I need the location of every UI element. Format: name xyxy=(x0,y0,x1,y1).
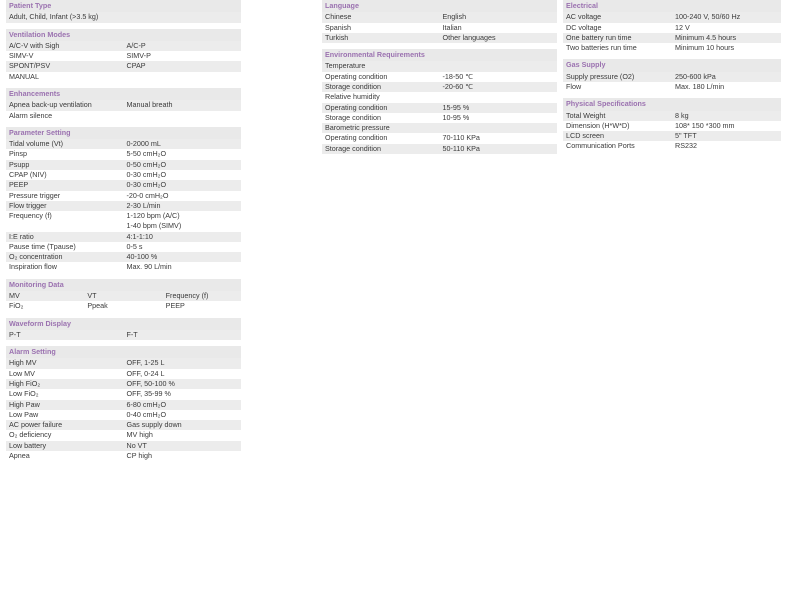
row-label: PEEP xyxy=(6,180,124,190)
table-row xyxy=(6,389,241,399)
row-value: 0-50 cmH₂O xyxy=(124,160,242,170)
row-label: Alarm silence xyxy=(6,111,124,121)
table-row xyxy=(6,149,241,159)
section-header-row xyxy=(6,88,241,100)
table-row xyxy=(6,201,241,211)
row-label: I:E ratio xyxy=(6,232,124,242)
table-row xyxy=(6,379,241,389)
row-value: 1-40 bpm (SIMV) xyxy=(124,221,242,231)
table-row xyxy=(6,301,241,311)
row-value: 0-2000 mL xyxy=(124,139,242,149)
spec-block-patient-type xyxy=(6,0,241,23)
row-value: Gas supply down xyxy=(124,420,242,430)
table-row xyxy=(322,144,557,154)
row-label: CPAP (NIV) xyxy=(6,170,124,180)
table-row xyxy=(6,139,241,149)
row-label: Storage condition xyxy=(322,113,440,123)
row-value: 100-240 V, 50/60 Hz xyxy=(672,12,781,22)
row-label: Frequency (f) xyxy=(6,211,124,221)
spec-block-enhancements xyxy=(6,88,241,121)
table-row xyxy=(563,121,781,131)
row-value: Max. 180 L/min xyxy=(672,82,781,92)
row-value: 0-5 s xyxy=(124,242,242,252)
table-row xyxy=(6,51,241,61)
table-row xyxy=(6,400,241,410)
row-value: 50-110 KPa xyxy=(440,144,558,154)
row-label: FiO₂ xyxy=(6,301,84,311)
table-row xyxy=(6,441,241,451)
row-label: AC voltage xyxy=(563,12,672,22)
spec-block-gas-supply xyxy=(563,59,781,92)
row-value: 12 V xyxy=(672,23,781,33)
table-row xyxy=(322,82,557,92)
section-title: Physical Specifications xyxy=(563,98,781,110)
row-label: Temperature xyxy=(322,61,440,71)
table-row xyxy=(6,221,241,231)
row-label: Adult, Child, Infant (>3.5 kg) xyxy=(6,12,241,22)
row-value: 70-110 KPa xyxy=(440,133,558,143)
table-row xyxy=(322,72,557,82)
row-label: Two batteries run time xyxy=(563,43,672,53)
row-value: 108* 150 *300 mm xyxy=(672,121,781,131)
row-label: Barometric pressure xyxy=(322,123,440,133)
table-row xyxy=(6,420,241,430)
row-value: 8 kg xyxy=(672,111,781,121)
table-row xyxy=(563,141,781,151)
table-row xyxy=(6,252,241,262)
row-value xyxy=(124,111,242,121)
table-row xyxy=(6,430,241,440)
row-label: Inspiration flow xyxy=(6,262,124,272)
row-label: LCD screen xyxy=(563,131,672,141)
table-row xyxy=(563,72,781,82)
table-row xyxy=(6,111,241,121)
row-value: CPAP xyxy=(124,61,242,71)
row-value: F-T xyxy=(124,330,242,340)
row-value: 2-30 L/min xyxy=(124,201,242,211)
row-value: -20-60 ℃ xyxy=(440,82,558,92)
row-value: Minimum 10 hours xyxy=(672,43,781,53)
column-left xyxy=(6,0,241,467)
row-label: High MV xyxy=(6,358,124,368)
row-label: Dimension (H*W*D) xyxy=(563,121,672,131)
table-row xyxy=(6,180,241,190)
section-title: Parameter Setting xyxy=(6,127,241,139)
table-row xyxy=(6,12,241,22)
section-title: Alarm Setting xyxy=(6,346,241,358)
column-right xyxy=(563,0,781,158)
section-title: Language xyxy=(322,0,557,12)
row-label: A/C-V with Sigh xyxy=(6,41,124,51)
table-row xyxy=(322,133,557,143)
table-row xyxy=(322,61,557,71)
row-value: SIMV-P xyxy=(124,51,242,61)
spec-block-environmental-requirements xyxy=(322,49,557,154)
section-title: Electrical xyxy=(563,0,781,12)
section-header-row xyxy=(563,0,781,12)
row-label: SPONT/PSV xyxy=(6,61,124,71)
section-header-row xyxy=(6,127,241,139)
row-value: 0-30 cmH₂O xyxy=(124,180,242,190)
row-value: Other languages xyxy=(440,33,558,43)
section-header-row xyxy=(563,59,781,71)
row-label: Pressure trigger xyxy=(6,191,124,201)
row-value: CP high xyxy=(124,451,242,461)
row-label: AC power failure xyxy=(6,420,124,430)
table-row xyxy=(563,23,781,33)
row-label: P-T xyxy=(6,330,124,340)
table-row xyxy=(322,103,557,113)
row-value xyxy=(440,123,558,133)
row-value: Frequency (f) xyxy=(163,291,241,301)
row-value: Manual breath xyxy=(124,100,242,110)
row-value: No VT xyxy=(124,441,242,451)
row-value: Ppeak xyxy=(84,301,162,311)
row-value: 1-120 bpm (A/C) xyxy=(124,211,242,221)
row-label: Low battery xyxy=(6,441,124,451)
section-title: Waveform Display xyxy=(6,318,241,330)
section-header-row xyxy=(6,346,241,358)
table-row xyxy=(322,123,557,133)
section-title: Environmental Requirements xyxy=(322,49,557,61)
row-label: High FiO₂ xyxy=(6,379,124,389)
table-row xyxy=(6,232,241,242)
table-row xyxy=(6,61,241,71)
row-value: RS232 xyxy=(672,141,781,151)
section-header-row xyxy=(322,49,557,61)
row-value: 5" TFT xyxy=(672,131,781,141)
row-value: English xyxy=(440,12,558,22)
row-label: Communication Ports xyxy=(563,141,672,151)
table-row xyxy=(322,33,557,43)
spec-block-alarm-setting xyxy=(6,346,241,461)
column-middle xyxy=(322,0,557,160)
table-row xyxy=(6,242,241,252)
row-label: Relative humidity xyxy=(322,92,440,102)
section-header-row xyxy=(563,98,781,110)
row-value: VT xyxy=(84,291,162,301)
row-label: Tidal volume (Vt) xyxy=(6,139,124,149)
section-header-row xyxy=(6,318,241,330)
section-title: Ventilation Modes xyxy=(6,29,241,41)
table-row xyxy=(563,82,781,92)
row-label: Pinsp xyxy=(6,149,124,159)
row-value: 15-95 % xyxy=(440,103,558,113)
row-label: DC voltage xyxy=(563,23,672,33)
row-label: SIMV-V xyxy=(6,51,124,61)
section-header-row xyxy=(6,0,241,12)
row-label: Psupp xyxy=(6,160,124,170)
row-label: Low Paw xyxy=(6,410,124,420)
table-row xyxy=(563,33,781,43)
spec-block-language xyxy=(322,0,557,43)
table-row xyxy=(6,191,241,201)
row-label: Apnea xyxy=(6,451,124,461)
row-value: 4:1-1:10 xyxy=(124,232,242,242)
row-value: OFF, 0-24 L xyxy=(124,369,242,379)
row-label: Operating condition xyxy=(322,133,440,143)
row-value: 0-30 cmH₂O xyxy=(124,170,242,180)
row-label: Low FiO₂ xyxy=(6,389,124,399)
row-value: OFF, 1-25 L xyxy=(124,358,242,368)
table-row xyxy=(322,23,557,33)
row-label: Spanish xyxy=(322,23,440,33)
row-label: Chinese xyxy=(322,12,440,22)
row-label: Storage condition xyxy=(322,144,440,154)
row-value: 250-600 kPa xyxy=(672,72,781,82)
row-label: MV xyxy=(6,291,84,301)
row-label: Operating condition xyxy=(322,103,440,113)
spec-block-electrical xyxy=(563,0,781,53)
section-header-row xyxy=(6,279,241,291)
section-title: Patient Type xyxy=(6,0,241,12)
row-value: 40-100 % xyxy=(124,252,242,262)
section-title: Gas Supply xyxy=(563,59,781,71)
block-spacer xyxy=(563,152,781,158)
table-row xyxy=(6,358,241,368)
row-label: Pause time (Tpause) xyxy=(6,242,124,252)
table-row xyxy=(322,113,557,123)
table-row xyxy=(563,111,781,121)
table-row xyxy=(6,291,241,301)
table-row xyxy=(6,170,241,180)
row-value: OFF, 35-99 % xyxy=(124,389,242,399)
spec-block-physical-specifications xyxy=(563,98,781,151)
row-value: 6-80 cmH₂O xyxy=(124,400,242,410)
block-spacer xyxy=(6,461,241,467)
row-label: Operating condition xyxy=(322,72,440,82)
section-title: Enhancements xyxy=(6,88,241,100)
row-value xyxy=(124,72,242,82)
spec-block-parameter-setting xyxy=(6,127,241,273)
spec-block-ventilation-modes xyxy=(6,29,241,82)
section-title: Monitoring Data xyxy=(6,279,241,291)
row-label: O₂ concentration xyxy=(6,252,124,262)
table-row xyxy=(6,451,241,461)
section-header-row xyxy=(322,0,557,12)
table-row xyxy=(563,12,781,22)
row-label: One battery run time xyxy=(563,33,672,43)
section-header-row xyxy=(6,29,241,41)
row-value: A/C-P xyxy=(124,41,242,51)
spec-block-waveform-display xyxy=(6,318,241,341)
row-label: Apnea back-up ventilation xyxy=(6,100,124,110)
block-spacer xyxy=(322,154,557,160)
table-row xyxy=(322,12,557,22)
row-value: -20-0 cmH₂O xyxy=(124,191,242,201)
table-row xyxy=(6,211,241,221)
row-value: Max. 90 L/min xyxy=(124,262,242,272)
row-value: OFF, 50-100 % xyxy=(124,379,242,389)
row-value xyxy=(440,92,558,102)
row-value: Minimum 4.5 hours xyxy=(672,33,781,43)
row-label: Flow trigger xyxy=(6,201,124,211)
row-label xyxy=(6,221,124,231)
row-value: PEEP xyxy=(163,301,241,311)
row-value: Italian xyxy=(440,23,558,33)
table-row xyxy=(6,410,241,420)
table-row xyxy=(6,72,241,82)
table-row xyxy=(6,160,241,170)
row-label: O₂ deficiency xyxy=(6,430,124,440)
row-value: 5-50 cmH₂O xyxy=(124,149,242,159)
row-label: Turkish xyxy=(322,33,440,43)
row-value: 0-40 cmH₂O xyxy=(124,410,242,420)
row-label: Low MV xyxy=(6,369,124,379)
row-label: MANUAL xyxy=(6,72,124,82)
row-label: Supply pressure (O2) xyxy=(563,72,672,82)
table-row xyxy=(6,262,241,272)
table-row xyxy=(563,43,781,53)
spec-block-monitoring-data xyxy=(6,279,241,312)
table-row xyxy=(322,92,557,102)
row-value: -18-50 ℃ xyxy=(440,72,558,82)
table-row xyxy=(6,100,241,110)
row-label: Flow xyxy=(563,82,672,92)
table-row xyxy=(6,41,241,51)
row-value xyxy=(440,61,558,71)
table-row xyxy=(6,369,241,379)
table-row xyxy=(6,330,241,340)
row-value: 10-95 % xyxy=(440,113,558,123)
row-label: Storage condition xyxy=(322,82,440,92)
table-row xyxy=(563,131,781,141)
row-label: High Paw xyxy=(6,400,124,410)
row-value: MV high xyxy=(124,430,242,440)
row-label: Total Weight xyxy=(563,111,672,121)
